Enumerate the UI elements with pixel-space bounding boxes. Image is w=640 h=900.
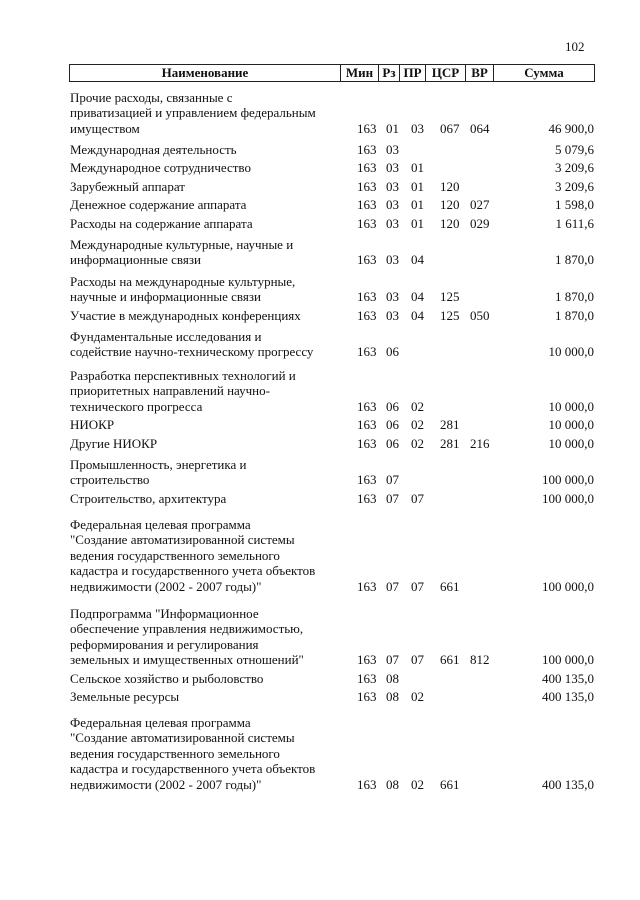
row-csr: 661 <box>440 776 460 792</box>
row-pr: 04 <box>411 308 424 323</box>
row-name: Федеральная целевая программа "Создание автоматизированной системы ведения государственного земельного кадастра и государственного учета объектов недвижимости (2002 - 2007 годы)" <box>70 715 316 792</box>
row-rz: 07 <box>386 578 399 594</box>
row-min: 163 <box>357 578 377 594</box>
row-min: 163 <box>357 472 377 488</box>
row-rz: 08 <box>386 689 399 704</box>
row-pr: 04 <box>411 289 424 305</box>
row-name: Промышленность, энергетика и строительство <box>70 457 247 488</box>
header-pr: ПР <box>400 65 426 81</box>
row-rz: 08 <box>386 776 399 792</box>
row-min: 163 <box>357 120 377 136</box>
row-rz: 07 <box>386 491 399 506</box>
row-sum: 1 870,0 <box>555 308 594 323</box>
row-csr: 120 <box>440 197 460 212</box>
row-rz: 03 <box>386 252 399 268</box>
row-vr: 812 <box>470 652 490 668</box>
row-sum: 10 000,0 <box>548 436 594 451</box>
row-vr: 050 <box>470 308 490 323</box>
row-csr: 125 <box>440 289 460 305</box>
row-min: 163 <box>357 197 377 212</box>
header-min: Мин <box>341 65 379 81</box>
row-sum: 1 870,0 <box>555 289 594 305</box>
row-csr: 125 <box>440 308 460 323</box>
row-min: 163 <box>357 289 377 305</box>
row-csr: 281 <box>440 417 460 432</box>
row-name: Международная деятельность <box>70 142 237 157</box>
row-rz: 03 <box>386 160 399 175</box>
row-vr: 216 <box>470 436 490 451</box>
row-pr: 02 <box>411 436 424 451</box>
header-rz: Рз <box>379 65 400 81</box>
row-csr: 281 <box>440 436 460 451</box>
row-sum: 10 000,0 <box>548 344 594 360</box>
row-name: Денежное содержание аппарата <box>70 197 247 212</box>
row-vr: 029 <box>470 216 490 231</box>
row-name: НИОКР <box>70 417 115 432</box>
row-csr: 661 <box>440 578 460 594</box>
row-min: 163 <box>357 436 377 451</box>
row-min: 163 <box>357 776 377 792</box>
row-name: Расходы на содержание аппарата <box>70 216 253 231</box>
row-vr: 027 <box>470 197 490 212</box>
row-rz: 03 <box>386 142 399 157</box>
row-pr: 04 <box>411 252 424 268</box>
row-pr: 02 <box>411 398 424 414</box>
row-rz: 06 <box>386 344 399 360</box>
row-sum: 10 000,0 <box>548 417 594 432</box>
row-csr: 120 <box>440 179 460 194</box>
header-vr: ВР <box>466 65 494 81</box>
row-name: Международное сотрудничество <box>70 160 251 175</box>
row-rz: 06 <box>386 436 399 451</box>
header-sum: Сумма <box>524 65 564 80</box>
row-min: 163 <box>357 398 377 414</box>
row-sum: 1 611,6 <box>555 216 594 231</box>
row-rz: 06 <box>386 417 399 432</box>
row-sum: 400 135,0 <box>542 776 594 792</box>
row-name: Федеральная целевая программа "Создание автоматизированной системы ведения государственного земельного кадастра и государственного учета объектов недвижимости (2002 - 2007 годы)" <box>70 517 316 594</box>
row-rz: 03 <box>386 216 399 231</box>
row-sum: 10 000,0 <box>548 398 594 414</box>
row-pr: 02 <box>411 689 424 704</box>
row-sum: 100 000,0 <box>542 491 594 506</box>
row-sum: 3 209,6 <box>555 179 594 194</box>
row-name: Зарубежный аппарат <box>70 179 185 194</box>
row-sum: 100 000,0 <box>542 578 594 594</box>
row-pr: 01 <box>411 197 424 212</box>
row-pr: 07 <box>411 578 424 594</box>
row-pr: 01 <box>411 160 424 175</box>
row-min: 163 <box>357 652 377 668</box>
row-min: 163 <box>357 179 377 194</box>
row-min: 163 <box>357 344 377 360</box>
row-name: Прочие расходы, связанные с приватизацией и управлением федеральным имуществом <box>70 90 316 136</box>
row-rz: 07 <box>386 652 399 668</box>
row-min: 163 <box>357 671 377 686</box>
row-min: 163 <box>357 689 377 704</box>
header-csr: ЦСР <box>426 65 466 81</box>
header-name: Наименование <box>70 65 341 81</box>
row-pr: 01 <box>411 216 424 231</box>
row-name: Земельные ресурсы <box>70 689 180 704</box>
row-name: Международные культурные, научные и информационные связи <box>70 237 294 268</box>
row-name: Другие НИОКР <box>70 436 158 451</box>
row-pr: 02 <box>411 776 424 792</box>
row-sum: 100 000,0 <box>542 472 594 488</box>
page-number: 102 <box>565 39 585 54</box>
row-sum: 3 209,6 <box>555 160 594 175</box>
row-min: 163 <box>357 142 377 157</box>
row-vr: 064 <box>470 120 490 136</box>
row-name: Сельское хозяйство и рыболовство <box>70 671 264 686</box>
row-name: Подпрограмма "Информационное обеспечение управления недвижимостью, реформирования и регулирования земельных и имущественных отношений" <box>70 606 304 668</box>
row-csr: 661 <box>440 652 460 668</box>
row-pr: 07 <box>411 652 424 668</box>
row-rz: 03 <box>386 197 399 212</box>
row-sum: 100 000,0 <box>542 652 594 668</box>
row-min: 163 <box>357 491 377 506</box>
row-name: Участие в международных конференциях <box>70 308 301 323</box>
row-sum: 5 079,6 <box>555 142 594 157</box>
row-pr: 02 <box>411 417 424 432</box>
row-name: Расходы на международные культурные, научные и информационные связи <box>70 274 296 305</box>
row-sum: 1 598,0 <box>555 197 594 212</box>
row-pr: 01 <box>411 179 424 194</box>
row-min: 163 <box>357 417 377 432</box>
row-min: 163 <box>357 160 377 175</box>
row-rz: 03 <box>386 289 399 305</box>
row-csr: 120 <box>440 216 460 231</box>
row-min: 163 <box>357 216 377 231</box>
row-min: 163 <box>357 252 377 268</box>
row-min: 163 <box>357 308 377 323</box>
row-sum: 400 135,0 <box>542 689 594 704</box>
row-rz: 08 <box>386 671 399 686</box>
row-rz: 03 <box>386 179 399 194</box>
row-csr: 067 <box>440 120 460 136</box>
row-rz: 06 <box>386 398 399 414</box>
row-pr: 07 <box>411 491 424 506</box>
row-rz: 01 <box>386 120 399 136</box>
row-rz: 03 <box>386 308 399 323</box>
row-sum: 46 900,0 <box>548 120 594 136</box>
row-name: Строительство, архитектура <box>70 491 227 506</box>
row-name: Фундаментальные исследования и содействие научно-техническому прогрессу <box>70 329 314 360</box>
row-sum: 400 135,0 <box>542 671 594 686</box>
row-pr: 03 <box>411 120 424 136</box>
row-sum: 1 870,0 <box>555 252 594 268</box>
row-rz: 07 <box>386 472 399 488</box>
row-name: Разработка перспективных технологий и приоритетных направлений научно- технического прогресса <box>70 368 296 414</box>
